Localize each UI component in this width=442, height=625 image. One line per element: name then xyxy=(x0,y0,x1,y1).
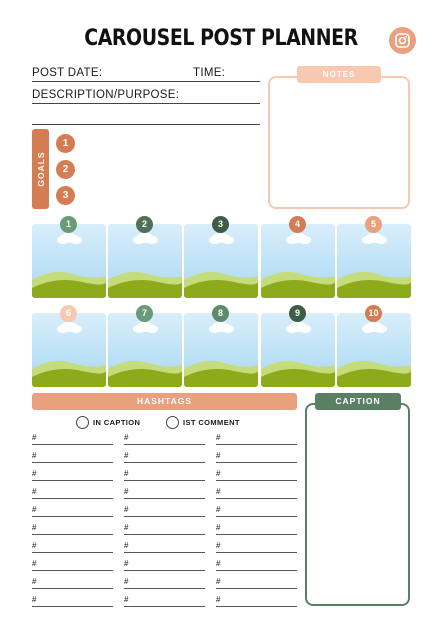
slide-thumbnail[interactable] xyxy=(261,224,335,298)
hashtag-prefix: # xyxy=(216,523,221,532)
slide-thumbnail[interactable] xyxy=(108,224,182,298)
post-date-line[interactable] xyxy=(32,81,260,82)
hashtag-prefix: # xyxy=(216,559,221,568)
hashtag-line[interactable] xyxy=(32,554,113,571)
slide-thumbnail[interactable] xyxy=(32,313,106,387)
slide-number-badge: 9 xyxy=(289,305,306,322)
hashtag-line[interactable] xyxy=(216,500,297,517)
page-title: CAROUSEL POST PLANNER xyxy=(84,26,358,51)
slide-number-badge: 1 xyxy=(60,216,77,233)
goal-number: 1 xyxy=(56,134,75,153)
hashtag-line[interactable] xyxy=(32,590,113,607)
hashtag-line[interactable] xyxy=(124,536,205,553)
description-label: DESCRIPTION/PURPOSE: xyxy=(32,89,180,101)
hashtag-prefix: # xyxy=(124,451,129,460)
instagram-icon[interactable] xyxy=(389,27,416,54)
hashtag-prefix: # xyxy=(32,433,37,442)
hashtag-prefix: # xyxy=(216,577,221,586)
hashtag-line[interactable] xyxy=(124,482,205,499)
hashtag-prefix: # xyxy=(124,577,129,586)
hashtag-line[interactable] xyxy=(32,482,113,499)
slide-number-badge: 7 xyxy=(136,305,153,322)
hashtag-line[interactable] xyxy=(32,536,113,553)
hashtags-label: HASHTAGS xyxy=(32,393,297,410)
hashtag-line[interactable] xyxy=(124,464,205,481)
caption-box[interactable] xyxy=(305,403,410,606)
hashtag-prefix: # xyxy=(216,541,221,550)
hashtag-line[interactable] xyxy=(216,572,297,589)
in-caption-label: IN CAPTION xyxy=(93,418,141,427)
hashtag-line[interactable] xyxy=(216,482,297,499)
slide-number-badge: 2 xyxy=(136,216,153,233)
hashtag-line[interactable] xyxy=(124,500,205,517)
hashtag-prefix: # xyxy=(216,487,221,496)
slide-number-badge: 6 xyxy=(60,305,77,322)
hashtag-line[interactable] xyxy=(32,446,113,463)
slide-number-badge: 4 xyxy=(289,216,306,233)
slide-thumbnail[interactable] xyxy=(184,224,258,298)
hashtag-line[interactable] xyxy=(216,428,297,445)
notes-label: NOTES xyxy=(297,66,381,83)
slide-thumbnail[interactable] xyxy=(337,313,411,387)
hashtag-line[interactable] xyxy=(216,590,297,607)
slide-thumbnail[interactable] xyxy=(32,224,106,298)
hashtag-line[interactable] xyxy=(124,554,205,571)
hashtag-prefix: # xyxy=(32,595,37,604)
goal-number: 3 xyxy=(56,186,75,205)
slide-number-badge: 10 xyxy=(365,305,382,322)
hashtag-prefix: # xyxy=(124,487,129,496)
hashtag-prefix: # xyxy=(216,451,221,460)
notes-box[interactable] xyxy=(268,76,410,209)
goals-label: GOALS xyxy=(35,151,46,187)
hashtag-prefix: # xyxy=(32,541,37,550)
first-comment-label: IST COMMENT xyxy=(183,418,240,427)
hashtag-line[interactable] xyxy=(124,428,205,445)
slide-thumbnail[interactable] xyxy=(108,313,182,387)
hashtag-prefix: # xyxy=(124,505,129,514)
description-line-1[interactable] xyxy=(32,103,260,104)
hashtag-prefix: # xyxy=(124,433,129,442)
hashtag-prefix: # xyxy=(216,469,221,478)
hashtag-line[interactable] xyxy=(124,572,205,589)
hashtag-prefix: # xyxy=(124,523,129,532)
caption-label: CAPTION xyxy=(315,393,401,410)
hashtag-prefix: # xyxy=(32,577,37,586)
slide-number-badge: 3 xyxy=(212,216,229,233)
hashtag-prefix: # xyxy=(32,559,37,568)
hashtag-line[interactable] xyxy=(32,428,113,445)
hashtag-prefix: # xyxy=(32,505,37,514)
description-line-2[interactable] xyxy=(32,124,260,125)
time-label: TIME: xyxy=(193,67,226,79)
goal-number: 2 xyxy=(56,160,75,179)
hashtag-line[interactable] xyxy=(216,464,297,481)
goals-tab xyxy=(32,129,49,209)
hashtag-line[interactable] xyxy=(216,536,297,553)
hashtag-line[interactable] xyxy=(32,464,113,481)
hashtag-line[interactable] xyxy=(216,554,297,571)
hashtag-line[interactable] xyxy=(124,446,205,463)
slide-thumbnail[interactable] xyxy=(184,313,258,387)
post-date-label: POST DATE: xyxy=(32,67,103,79)
hashtag-prefix: # xyxy=(124,559,129,568)
hashtag-prefix: # xyxy=(216,595,221,604)
hashtag-prefix: # xyxy=(32,487,37,496)
hashtag-line[interactable] xyxy=(32,518,113,535)
hashtag-line[interactable] xyxy=(124,518,205,535)
hashtag-prefix: # xyxy=(124,469,129,478)
slide-thumbnail[interactable] xyxy=(261,313,335,387)
hashtag-prefix: # xyxy=(32,469,37,478)
hashtag-line[interactable] xyxy=(216,446,297,463)
slide-number-badge: 8 xyxy=(212,305,229,322)
hashtag-prefix: # xyxy=(124,541,129,550)
hashtag-line[interactable] xyxy=(216,518,297,535)
slide-number-badge: 5 xyxy=(365,216,382,233)
hashtag-prefix: # xyxy=(32,451,37,460)
hashtag-prefix: # xyxy=(124,595,129,604)
hashtag-prefix: # xyxy=(216,433,221,442)
hashtag-line[interactable] xyxy=(124,590,205,607)
hashtag-line[interactable] xyxy=(32,500,113,517)
hashtag-prefix: # xyxy=(32,523,37,532)
slide-thumbnail[interactable] xyxy=(337,224,411,298)
hashtag-line[interactable] xyxy=(32,572,113,589)
hashtag-prefix: # xyxy=(216,505,221,514)
